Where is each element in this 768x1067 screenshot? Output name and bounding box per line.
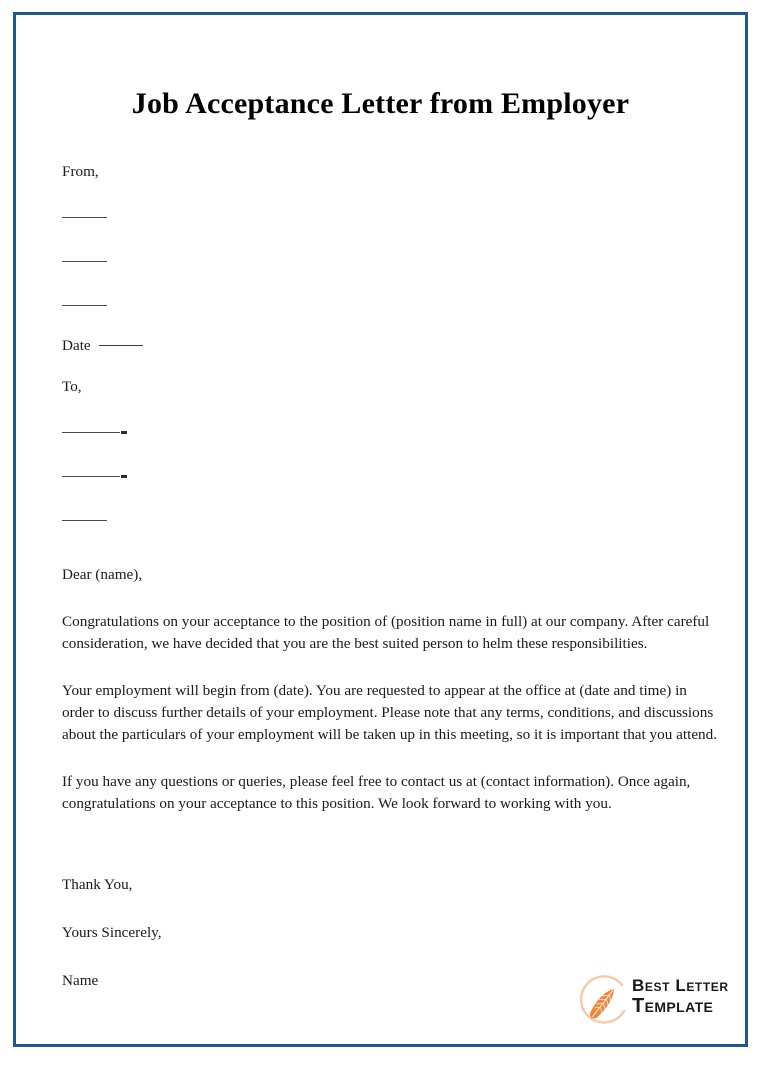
from-blank-line-2 xyxy=(62,253,722,271)
date-row xyxy=(62,335,722,357)
blank-rule xyxy=(62,261,107,262)
date-label: Date xyxy=(62,336,91,354)
from-blank-line-1 xyxy=(62,209,722,227)
blank-rule xyxy=(62,305,107,306)
date-blank-rule xyxy=(99,345,143,346)
brand-logo-text xyxy=(632,977,729,1017)
document-page xyxy=(16,15,745,1044)
document-page-frame xyxy=(13,12,748,1047)
brand-name-line-2: Template xyxy=(632,995,714,1017)
closing-name: Name xyxy=(62,971,99,989)
body-paragraph-1: Congratulations on your acceptance to the position of (position name in full) at our company. After careful consideration, we have decided that you are the best suited person to helm these responsibilities. xyxy=(62,613,710,652)
trailing-dash xyxy=(121,431,127,434)
body-paragraph-2: Your employment will begin from (date). You are requested to appear at the office at (date and time) in order to discuss further details of your employment. Please note that any terms, conditions, and discussions about the particulars of your employment will be taken up in this meeting, so it is important that you attend. xyxy=(62,682,718,743)
from-blank-line-3 xyxy=(62,297,722,315)
body-paragraph-3: If you have any questions or queries, please feel free to contact us at (contact information). Once again, congratulations on your acceptance to this position. We look forward to working with you. xyxy=(62,773,691,812)
blank-rule xyxy=(62,520,107,521)
page-title: Job Acceptance Letter from Employer xyxy=(131,87,630,120)
blank-rule xyxy=(62,432,120,433)
blank-rule xyxy=(62,476,120,477)
brand-name-line-1: Best Letter xyxy=(632,976,729,995)
trailing-dash xyxy=(121,475,127,478)
to-label: To, xyxy=(62,378,82,396)
to-blank-line-1 xyxy=(62,424,722,442)
to-blank-line-3 xyxy=(62,512,722,530)
blank-rule-with-dash xyxy=(62,431,127,434)
from-label: From, xyxy=(62,163,99,180)
closing-sincerely: Yours Sincerely, xyxy=(62,923,162,941)
feather-quill-in-circle-icon xyxy=(572,971,634,1033)
salutation: Dear (name), xyxy=(62,565,143,583)
blank-rule xyxy=(62,217,107,218)
blank-rule-with-dash xyxy=(62,475,127,478)
letter-body xyxy=(62,161,722,991)
brand-logo xyxy=(570,967,735,1039)
to-blank-line-2 xyxy=(62,468,722,486)
closing-thanks: Thank You, xyxy=(62,876,133,894)
